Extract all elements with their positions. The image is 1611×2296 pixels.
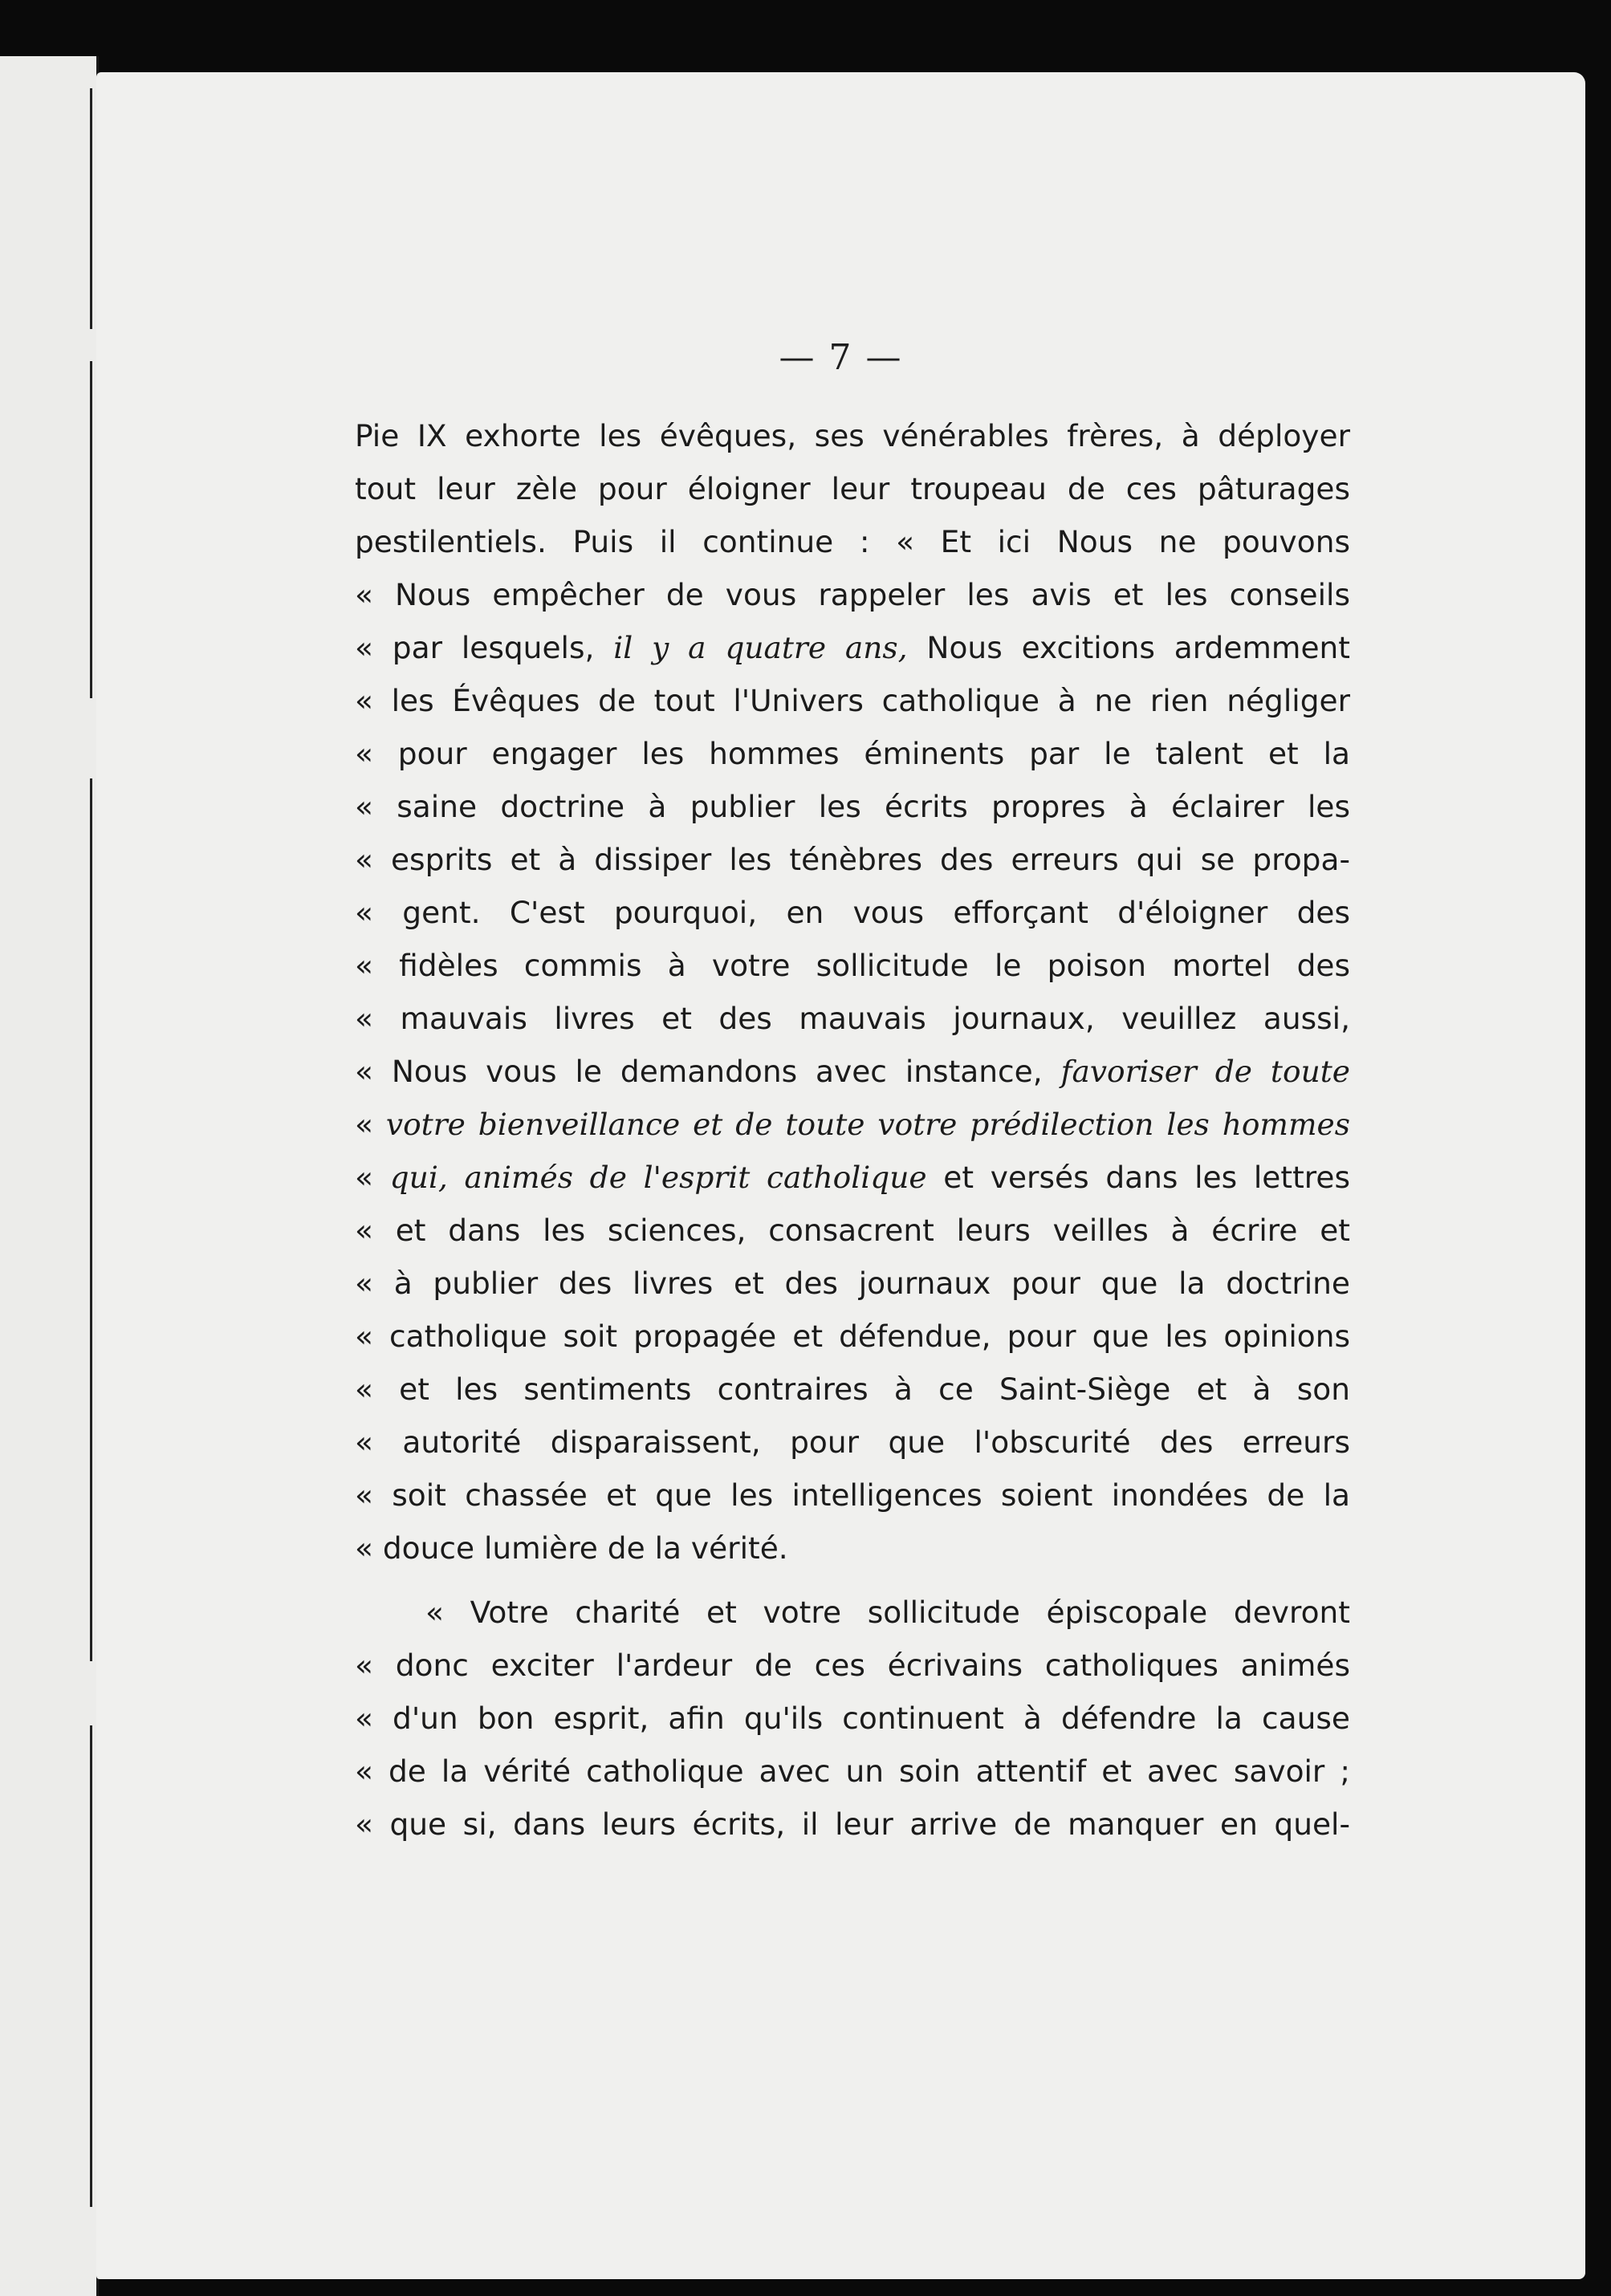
text-run: « et les sentiments contraires à ce Saint-Siège et à son (355, 1372, 1350, 1407)
text-run: « de la vérité catholique avec un soin attentif et avec savoir ; (355, 1753, 1350, 1789)
text-line (355, 1045, 1350, 1098)
text-line (355, 780, 1350, 833)
text-run: « Votre charité et votre sollicitude épiscopale devront (425, 1595, 1350, 1630)
text-line (355, 515, 1350, 568)
text-line (355, 1257, 1350, 1310)
text-run: « donc exciter l'ardeur de ces écrivains catholiques animés (355, 1648, 1350, 1683)
italic-text: il y a quatre ans, (613, 630, 908, 665)
italic-text: qui, animés de l'esprit catholique (389, 1160, 927, 1195)
text-line (355, 1586, 1350, 1639)
text-run: « autorité disparaissent, pour que l'obscurité des erreurs (355, 1424, 1350, 1460)
text-line (355, 1310, 1350, 1363)
italic-text: votre bienveillance et de toute votre prédilection les hommes (385, 1107, 1350, 1142)
text-run: « Nous empêcher de vous rappeler les avis et les conseils (355, 577, 1350, 612)
paragraph (355, 1586, 1350, 1851)
text-line (355, 727, 1350, 780)
paragraph (355, 409, 1350, 1575)
text-line (355, 409, 1350, 462)
text-run: « esprits et à dissiper les ténèbres des erreurs qui se propa- (355, 842, 1350, 877)
text-line (355, 1363, 1350, 1416)
text-run: « d'un bon esprit, afin qu'ils continuent à défendre la cause (355, 1701, 1350, 1736)
text-run: « et dans les sciences, consacrent leurs veilles à écrire et (355, 1213, 1350, 1248)
text-run: « les Évêques de tout l'Univers catholique à ne rien négliger (355, 683, 1350, 718)
text-run: « (355, 1107, 386, 1142)
text-run: « fidèles commis à votre sollicitude le poison mortel des (355, 948, 1350, 983)
text-run: « gent. C'est pourquoi, en vous efforçant d'éloigner des (355, 895, 1350, 930)
text-line (355, 992, 1350, 1045)
book-page (96, 72, 1585, 2279)
text-line (355, 939, 1350, 992)
text-run: « saine doctrine à publier les écrits propres à éclairer les (355, 789, 1350, 824)
text-run: tout leur zèle pour éloigner leur troupeau de ces pâturages (355, 471, 1350, 506)
text-line (355, 886, 1350, 939)
text-run: Nous excitions ardemment (907, 630, 1351, 665)
text-line (355, 674, 1350, 727)
text-line (355, 833, 1350, 886)
text-line (355, 1745, 1350, 1798)
text-run: « catholique soit propagée et défendue, pour que les opinions (355, 1319, 1350, 1354)
text-line (355, 1098, 1350, 1151)
gutter-rule (90, 1725, 92, 2207)
paragraph-gap (355, 1575, 1350, 1586)
text-line (355, 1639, 1350, 1692)
gutter-rule (90, 88, 92, 329)
text-line (355, 1798, 1350, 1851)
text-run: « Nous vous le demandons avec instance, (355, 1054, 1061, 1089)
text-line (355, 1469, 1350, 1522)
text-run: « douce lumière de la vérité. (355, 1530, 788, 1566)
text-run: « pour engager les hommes éminents par le talent et la (355, 736, 1350, 771)
text-line (355, 1522, 1350, 1575)
text-run: Pie IX exhorte les évêques, ses vénérables frères, à déployer (355, 418, 1350, 453)
text-run: pestilentiels. Puis il continue : « Et ici Nous ne pouvons (355, 524, 1350, 559)
page-number: — 7 — (779, 337, 903, 378)
previous-page-edge (0, 56, 99, 2296)
text-run: « que si, dans leurs écrits, il leur arrive de manquer en quel- (355, 1806, 1350, 1842)
text-run: « par lesquels, (355, 630, 614, 665)
gutter-rule (90, 778, 92, 1661)
text-line (355, 462, 1350, 515)
text-line (355, 621, 1350, 674)
gutter-rule (90, 361, 92, 698)
text-line (355, 1151, 1350, 1204)
text-run: « soit chassée et que les intelligences soient inondées de la (355, 1477, 1350, 1513)
page-body (355, 409, 1350, 1851)
text-line (355, 1204, 1350, 1257)
text-run: « à publier des livres et des journaux pour que la doctrine (355, 1266, 1350, 1301)
text-run: et versés dans les lettres (926, 1160, 1350, 1195)
text-run: « (355, 1160, 390, 1195)
text-line (355, 1416, 1350, 1469)
text-line (355, 568, 1350, 621)
text-line (355, 1692, 1350, 1745)
text-run: « mauvais livres et des mauvais journaux, veuillez aussi, (355, 1001, 1350, 1036)
italic-text: favoriser de toute (1060, 1054, 1350, 1089)
